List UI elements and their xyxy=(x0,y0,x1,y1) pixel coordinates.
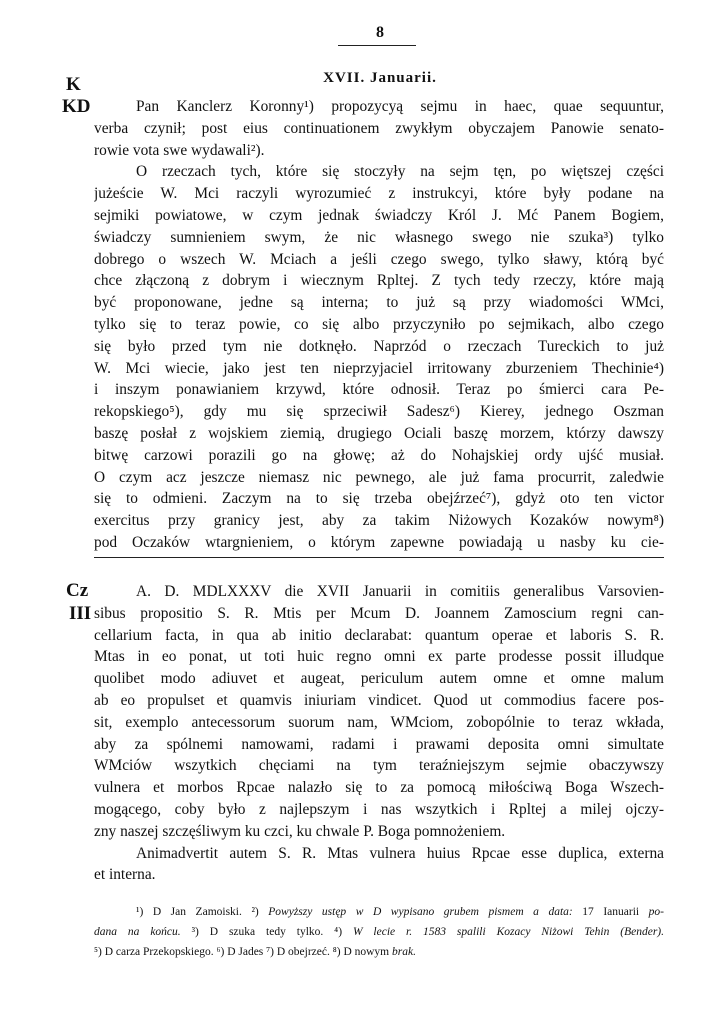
text-line: sejmiki powiatowe, w czym jednak świadczy Król J. Mć Panem Bogiem, xyxy=(94,206,664,224)
text-line: et interna. xyxy=(94,866,156,884)
footnote-2-continuation: dana na końcu. xyxy=(94,926,181,938)
text-line: Animadvertit autem S. R. Mtas vulnera huius Rpcae esse duplica, externa xyxy=(136,844,664,862)
footnote-2-marker: ²) xyxy=(251,906,269,918)
text-line: W. Mci wiecie, jako jest ten nieprzyjaciel irritowany zburzeniem Thechinie⁴) xyxy=(94,359,664,377)
text-line: exercitus przy granicy jest, aby za takim Niżowych Kozaków nowym⁸) xyxy=(94,512,664,530)
text-line: A. D. MDLXXXV die XVII Januarii in comitiis generalibus Varsovien- xyxy=(136,583,664,600)
text-line: rowie vota swe wydawali²). xyxy=(94,141,265,159)
footnote-2-italic: Powyższy ustęp w D wypisano grubem pismem a data: xyxy=(268,906,573,918)
text-line: chce złączoną z dobrym i wiecznym Rpltej. Z tych tedy rzeczy, które mają xyxy=(94,272,664,290)
text-line: verba czynił; post eius continuationem zwykłym obyczajem Panowie senato- xyxy=(94,119,664,137)
text-line: być proponowane, jedne są interna; to już są przy wiadomości WMci, xyxy=(94,294,664,312)
footnotes-5-8: ⁵) D carza Przekopskiego. ⁶) D Jades ⁷) D obejrzeć. ⁸) D nowym xyxy=(94,946,393,958)
text-line: pod Oczaków wtargnieniem, o którym zapewne powiadają u nasby ku cie- xyxy=(94,533,664,551)
footnote-2-italic-end: po- xyxy=(648,906,664,918)
text-line: i inszym ponawianiem krzywd, które odnosił. Teraz po śmierci cara Pe- xyxy=(94,381,664,399)
footnote-1: ¹) D Jan Zamoiski. xyxy=(136,906,242,918)
text-line: mogącego, coby było z najlepszym i nas wszytkich i Rpltej a milej ojczy- xyxy=(94,800,664,818)
section-divider xyxy=(94,557,664,558)
text-line: baszę posłał z wojskiem ziemią, drugiego Ociali baszę morzem, którzy dawszy xyxy=(94,424,664,442)
text-line: się to odmieni. Zaczym na to się trzeba obejźrzeć⁷), gdyż oto ten victor xyxy=(94,490,664,508)
footnote-line-1 xyxy=(94,902,664,922)
text-line: bitwę carzowi porazili go na głowę; aż do Nohajskiej ordy ujść musiał. xyxy=(94,446,664,464)
footnote-line-2 xyxy=(94,922,664,942)
text-line: cellarium facta, in qua ab initio declarabat: quantum operae et laboris S. R. xyxy=(94,626,664,644)
latin-text-block xyxy=(94,581,664,886)
polish-text-block xyxy=(94,96,664,554)
footnote-8-italic: brak. xyxy=(392,946,416,958)
text-line: rekopskiego⁵), gdy mu się sprzeciwił Sadesz⁶) Kierey, jednego Oszman xyxy=(94,403,664,421)
text-line: ab eo propulset et quamvis iniuriam vindicet. Quod ut commodius facere pos- xyxy=(94,691,664,709)
text-line: tylko się to teraz powie, co się albo przyczyniło po sejmikach, albo czego xyxy=(94,315,664,333)
text-line: dobrego o wszech W. Mciach a jeśli czego swego, tylko sławy, którą być xyxy=(94,250,664,268)
text-line: sit, exemplo antecessorum suorum nam, WMciom, zobopólnie to teraz wkłada, xyxy=(94,713,664,731)
text-line: zny naszej szczęśliwym ku czci, ku chwale P. Boga pomnożeniem. xyxy=(94,822,506,840)
page-number-rule xyxy=(338,45,416,46)
text-line: Pan Kanclerz Koronny¹) propozycyą sejmu in haec, quae sequuntur, xyxy=(136,98,664,115)
text-line: się było przed tym nie dotknęło. Naprzód o rzeczach Tureckich to już xyxy=(94,337,664,355)
text-line: vulnera et morbos Rpcae nalazło się to za pomocą miłościwą Boga Wszech- xyxy=(94,779,664,797)
text-line: O rzeczach tych, które się stoczyły na sejm tęn, po więtszej części xyxy=(136,163,664,181)
footnote-4-italic: W lecie r. 1583 spalili Kozacy Niżowi Tehin (Bender). xyxy=(352,926,664,938)
margin-siglum-cz: Cz xyxy=(66,580,89,601)
footnote-line-3 xyxy=(94,942,664,962)
text-line: O czym acz jeszcze niemasz nic pewnego, ale już fama procurrit, zaledwie xyxy=(94,468,664,486)
margin-siglum-k: K xyxy=(66,74,81,95)
text-line: jużeście W. Mci raczyli wyrozumieć z instrukcyi, które były podane na xyxy=(94,185,664,203)
text-line: sibus propositio S. R. Mtis per Mcum D. Joannem Zamoscium regni can- xyxy=(94,604,664,622)
footnote-3: ³) D szuka tedy tylko. ⁴) xyxy=(180,926,353,938)
text-line: świadczy sumnieniem swym, że nic własnego swego nie szuka³) tylko xyxy=(94,228,664,246)
text-line: WMciów wszytkich chęciami na tym teraźniejszym sejmie obaczywszy xyxy=(94,757,664,775)
text-line: Mtas in eo ponat, ut toti huic regno omni ex parte prodesse possit illudque xyxy=(94,648,664,666)
page-number: 8 xyxy=(376,24,384,41)
margin-siglum-iii: III xyxy=(69,603,92,624)
date-heading: XVII. Januarii. xyxy=(323,70,437,86)
text-line: quolibet modo adiuvet et augeat, periculum autem omne et omne malum xyxy=(94,670,664,688)
margin-siglum-kd: KD xyxy=(62,96,91,117)
footnote-2-date: 17 Ianuarii xyxy=(572,906,649,918)
text-line: aby za spólnemi namowami, radami i prawami deposita omni simultate xyxy=(94,735,664,753)
